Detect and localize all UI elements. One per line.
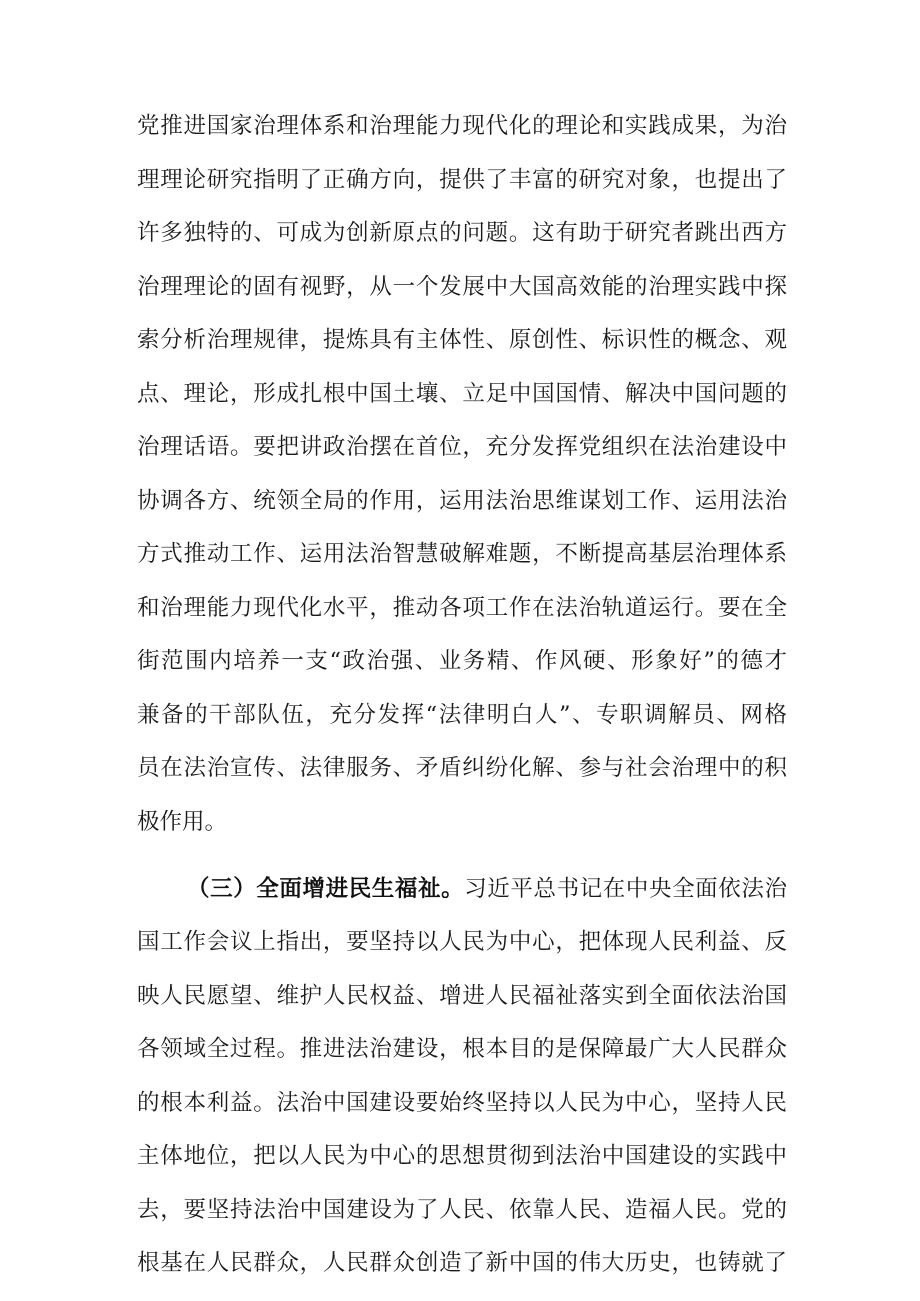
text-line: 街范围内培养一支“政治强、业务精、作风硬、形象好”的德才 xyxy=(137,648,787,674)
text-line: 国工作会议上指出，要坚持以人民为中心，把体现人民利益、反 xyxy=(137,929,787,955)
text-line: 协调各方、统领全局的作用，运用法治思维谋划工作、运用法治 xyxy=(137,488,787,514)
text-line: 去，要坚持法治中国建设为了人民、依靠人民、造福人民。党的 xyxy=(137,1197,787,1223)
section-heading: （三）全面增进民生福祉。 xyxy=(187,876,465,902)
section-heading-line xyxy=(187,869,787,909)
section-heading-rest: 习近平总书记在中央全面依法治 xyxy=(464,876,787,902)
text-line: 许多独特的、可成为创新原点的问题。这有助于研究者跳出西方 xyxy=(137,220,787,246)
text-line: 方式推动工作、运用法治智慧破解难题，不断提高基层治理体系 xyxy=(137,541,787,567)
text-line: 员在法治宣传、法律服务、矛盾纠纷化解、参与社会治理中的积 xyxy=(137,755,787,781)
text-line: 根基在人民群众，人民群众创造了新中国的伟大历史，也铸就了 xyxy=(137,1250,787,1276)
text-line: 映人民愿望、维护人民权益、增进人民福祉落实到全面依法治国 xyxy=(137,983,787,1009)
text-line: 的根本利益。法治中国建设要始终坚持以人民为中心，坚持人民 xyxy=(137,1090,787,1116)
text-line: 各领域全过程。推进法治建设，根本目的是保障最广大人民群众 xyxy=(137,1036,787,1062)
text-line: 治理话语。要把讲政治摆在首位，充分发挥党组织在法治建设中 xyxy=(137,434,787,460)
text-line: 主体地位，把以人民为中心的思想贯彻到法治中国建设的实践中 xyxy=(137,1143,787,1169)
text-line: 点、理论，形成扎根中国土壤、立足中国国情、解决中国问题的 xyxy=(137,381,787,407)
text-line: 党推进国家治理体系和治理能力现代化的理论和实践成果，为治 xyxy=(137,113,787,139)
text-line: 治理理论的固有视野，从一个发展中大国高效能的治理实践中探 xyxy=(137,274,787,300)
text-line: 极作用。 xyxy=(137,809,228,835)
text-line: 和治理能力现代化水平，推动各项工作在法治轨道运行。要在全 xyxy=(137,595,787,621)
text-line: 兼备的干部队伍，充分发挥“法律明白人”、专职调解员、网格 xyxy=(137,702,787,728)
text-line: 理理论研究指明了正确方向，提供了丰富的研究对象，也提出了 xyxy=(137,167,787,193)
text-line: 索分析治理规律，提炼具有主体性、原创性、标识性的概念、观 xyxy=(137,327,787,353)
